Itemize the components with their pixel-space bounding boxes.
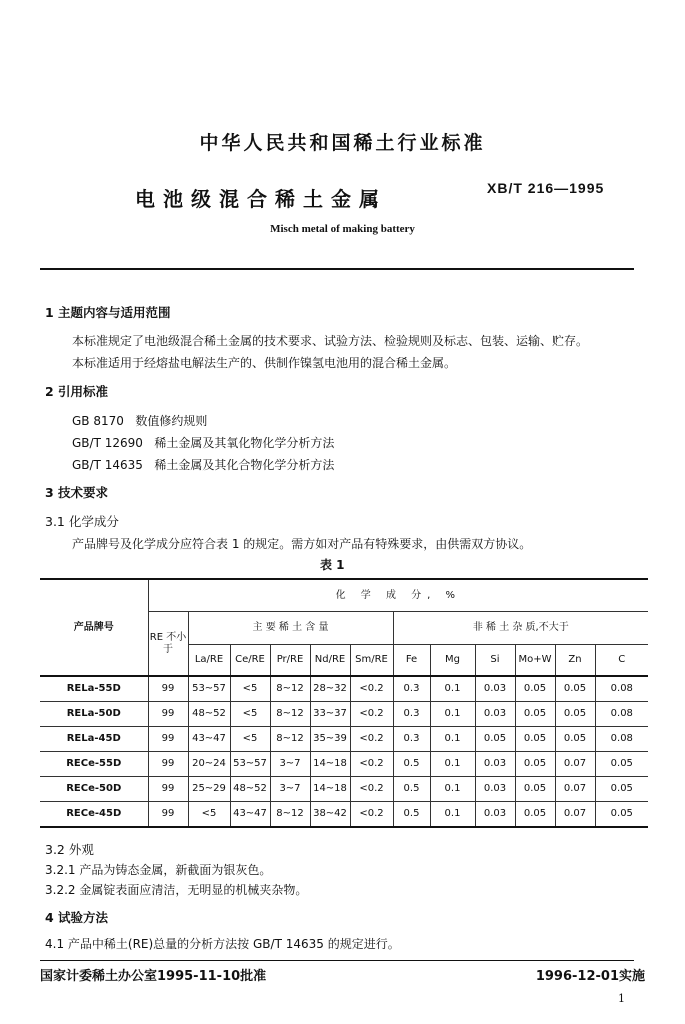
table-cell: 0.08 [595,727,648,752]
table-cell: <0.2 [350,702,393,727]
table-cell: 99 [148,727,188,752]
paragraph: 本标准适用于经熔盐电解法生产的、供制作镍氢电池用的混合稀土金属。 [72,356,457,370]
table-cell: 0.05 [555,702,595,727]
table-cell: 0.1 [430,702,475,727]
table-cell: <0.2 [350,676,393,702]
table-cell: 0.5 [393,802,430,828]
header-main-re: 主 要 稀 土 含 量 [188,612,393,645]
column-header: Fe [393,645,430,677]
header-impurity: 非 稀 土 杂 质,不大于 [393,612,648,645]
table-cell: 0.1 [430,727,475,752]
table-cell: 0.03 [475,802,515,828]
table-cell: 38~42 [310,802,350,828]
table-cell: 0.03 [475,702,515,727]
header-product: 产品牌号 [40,579,148,676]
reference-item: GB/T 12690 稀土金属及其氧化物化学分析方法 [72,436,335,450]
product-grade: RELa-45D [40,727,148,752]
table-cell: 53~57 [188,676,230,702]
table-cell: <5 [230,676,270,702]
table-cell: 0.05 [595,777,648,802]
table-cell: <0.2 [350,752,393,777]
table-cell: 99 [148,676,188,702]
table-cell: 14~18 [310,777,350,802]
product-grade: RELa-50D [40,702,148,727]
paragraph: 产品牌号及化学成分应符合表 1 的规定。需方如对产品有特殊要求，由供需双方协议。 [72,537,532,551]
column-header: Mg [430,645,475,677]
paragraph: 3.2.2 金属锭表面应清洁，无明显的机械夹杂物。 [45,883,308,897]
table-cell: 43~47 [230,802,270,828]
chemical-composition-table [40,578,648,828]
table-cell: 0.3 [393,702,430,727]
table-cell: 0.05 [475,727,515,752]
english-title: Misch metal of making battery [270,223,415,235]
table-cell: 99 [148,752,188,777]
table-row [40,802,648,828]
table-cell: <5 [230,702,270,727]
table-cell: 0.07 [555,802,595,828]
section-3-heading: 3 技术要求 [45,485,109,500]
table-cell: 53~57 [230,752,270,777]
table-cell: 0.08 [595,676,648,702]
product-grade: RECe-55D [40,752,148,777]
table-row [40,727,648,752]
table-cell: <5 [188,802,230,828]
table-cell: 0.05 [595,802,648,828]
reference-item: GB 8170 数值修约规则 [72,414,208,428]
table-cell: <5 [230,727,270,752]
table-cell: 0.1 [430,802,475,828]
table-cell: 0.08 [595,702,648,727]
table-cell: 0.05 [515,702,555,727]
document-title: 电池级混合稀土金属 [135,187,387,211]
table-cell: 0.1 [430,676,475,702]
table-cell: 0.1 [430,752,475,777]
section-2-heading: 2 引用标准 [45,384,109,399]
column-header: Si [475,645,515,677]
table-cell: 99 [148,702,188,727]
table-cell: 3~7 [270,752,310,777]
section-3-2-heading: 3.2 外观 [45,842,94,857]
paragraph: 本标准规定了电池级混合稀土金属的技术要求、试验方法、检验规则及标志、包装、运输、贮存。 [72,334,589,348]
table-cell: 0.5 [393,777,430,802]
approval-date: 国家计委稀土办公室1995-11-10批准 [40,969,267,984]
standard-number: XB/T 216—1995 [487,180,605,196]
table-cell: 8~12 [270,702,310,727]
table-cell: 0.07 [555,752,595,777]
table-cell: 0.3 [393,727,430,752]
table-caption: 表 1 [320,558,345,572]
table-cell: 48~52 [188,702,230,727]
table-cell: 0.03 [475,777,515,802]
table-cell: 99 [148,802,188,828]
table-row [40,676,648,702]
table-cell: 0.05 [515,752,555,777]
section-3-1-heading: 3.1 化学成分 [45,514,119,529]
reference-item: GB/T 14635 稀土金属及其化合物化学分析方法 [72,458,335,472]
header-chemical-composition: 化 学 成 分, % [148,579,648,612]
table-cell: 0.03 [475,752,515,777]
table-cell: 0.3 [393,676,430,702]
table-cell: 20~24 [188,752,230,777]
table-cell: 0.05 [515,727,555,752]
section-1-heading: 1 主题内容与适用范围 [45,305,171,320]
product-grade: RELa-55D [40,676,148,702]
column-header: Mo+W [515,645,555,677]
header-re: RE 不小于 [148,612,188,677]
table-cell: 0.1 [430,777,475,802]
table-cell: 48~52 [230,777,270,802]
section-4-heading: 4 试验方法 [45,910,109,925]
table-cell: 0.05 [515,676,555,702]
table-cell: 0.05 [515,777,555,802]
column-header: Zn [555,645,595,677]
table-cell: 0.05 [515,802,555,828]
table-cell: 8~12 [270,676,310,702]
product-grade: RECe-50D [40,777,148,802]
table-cell: 14~18 [310,752,350,777]
column-header: La/RE [188,645,230,677]
column-header: Ce/RE [230,645,270,677]
column-header: Sm/RE [350,645,393,677]
column-header: C [595,645,648,677]
table-cell: 0.5 [393,752,430,777]
table-cell: <0.2 [350,727,393,752]
table-cell: 3~7 [270,777,310,802]
header-rule [40,268,634,270]
table-cell: 35~39 [310,727,350,752]
paragraph: 3.2.1 产品为铸态金属，新截面为银灰色。 [45,863,272,877]
table-row [40,777,648,802]
product-grade: RECe-45D [40,802,148,828]
table-cell: 8~12 [270,727,310,752]
table-row [40,702,648,727]
table-cell: <0.2 [350,802,393,828]
table-cell: 99 [148,777,188,802]
table-cell: 0.03 [475,676,515,702]
table-cell: 0.05 [555,727,595,752]
table-cell: 0.05 [555,676,595,702]
table-cell: <0.2 [350,777,393,802]
table-cell: 28~32 [310,676,350,702]
effective-date: 1996-12-01实施 [535,969,645,984]
footer-rule [40,960,634,961]
issuing-organization: 中华人民共和国稀土行业标准 [199,132,486,154]
table-row [40,752,648,777]
page-number: 1 [618,992,625,1005]
table-cell: 0.05 [595,752,648,777]
column-header: Pr/RE [270,645,310,677]
column-header: Nd/RE [310,645,350,677]
table-cell: 8~12 [270,802,310,828]
table-cell: 33~37 [310,702,350,727]
table-cell: 25~29 [188,777,230,802]
table-cell: 43~47 [188,727,230,752]
table-cell: 0.07 [555,777,595,802]
paragraph: 4.1 产品中稀土(RE)总量的分析方法按 GB/T 14635 的规定进行。 [45,937,400,951]
